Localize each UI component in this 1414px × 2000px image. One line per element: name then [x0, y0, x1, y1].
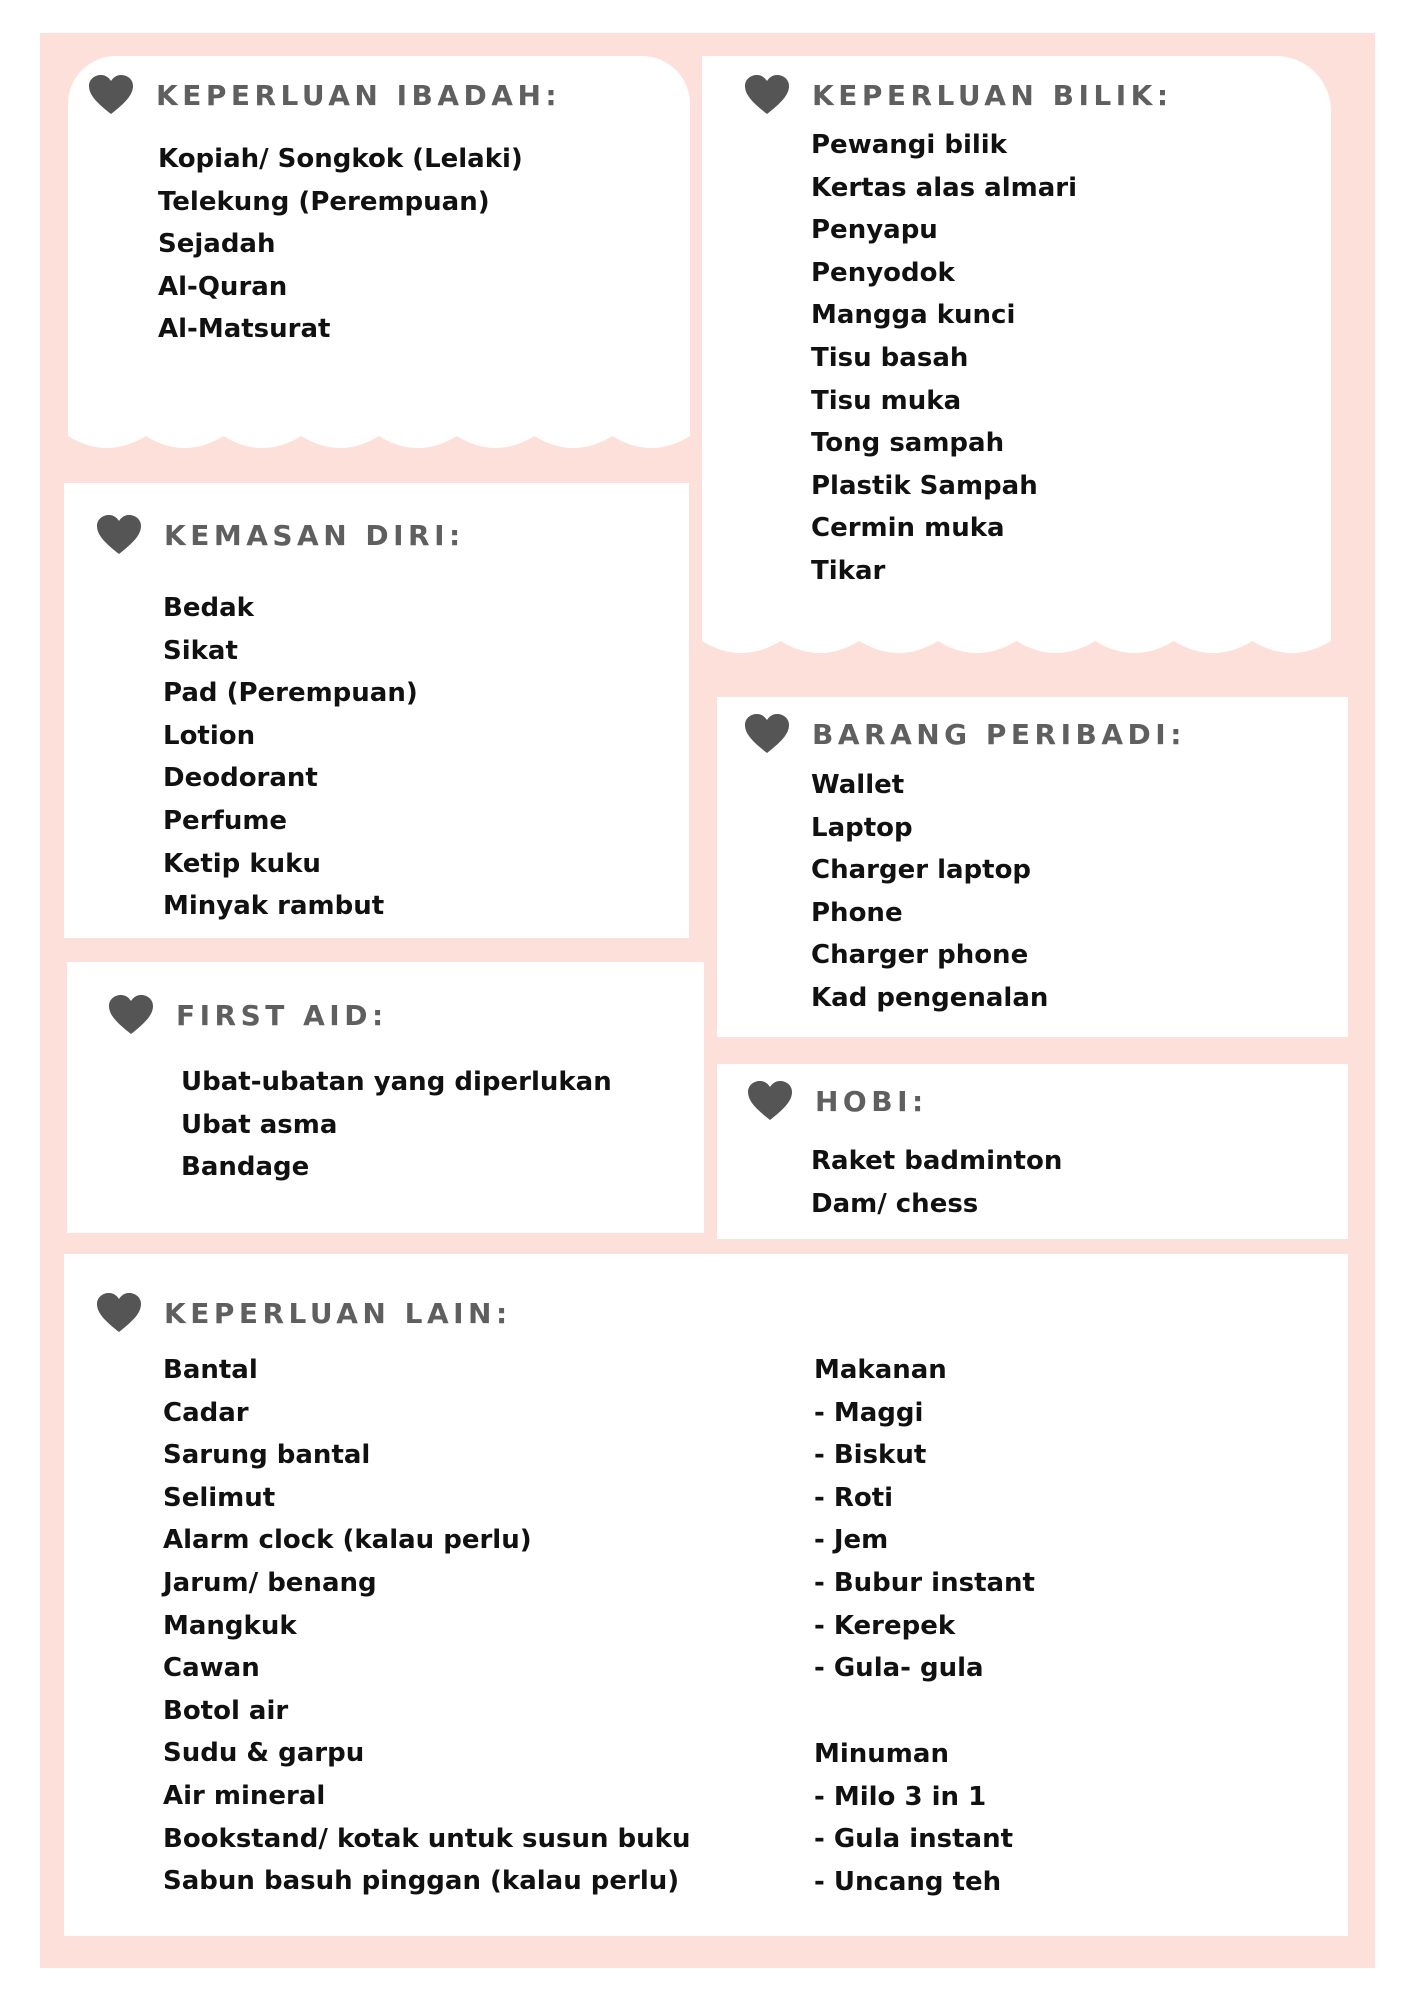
- list-item: - Jem: [814, 1525, 889, 1556]
- list-item: Bantal: [163, 1355, 258, 1385]
- list-item: - Bubur instant: [814, 1567, 1035, 1598]
- list-keperluan-ibadah: [158, 138, 523, 351]
- list-item: Jarum/ benang: [163, 1567, 377, 1598]
- section-title: FIRST AID:: [176, 998, 388, 1032]
- list-keperluan-bilik: [811, 124, 1077, 593]
- list-item: Ubat-ubatan yang diperlukan: [181, 1067, 612, 1097]
- list-item: - Biskut: [814, 1440, 927, 1471]
- section-title: KEPERLUAN LAIN:: [164, 1296, 512, 1330]
- list-item: - Uncang teh: [814, 1866, 1002, 1897]
- heart-icon: [745, 75, 789, 115]
- list-item: - Gula instant: [814, 1824, 1014, 1855]
- list-item: Tisu basah: [811, 342, 969, 373]
- list-item: Makanan: [814, 1355, 947, 1385]
- list-item: Penyapu: [811, 215, 938, 246]
- list-makanan: [814, 1349, 1035, 1690]
- list-item: Phone: [811, 897, 903, 928]
- list-keperluan-lain: [163, 1349, 690, 1903]
- heart-icon: [109, 995, 153, 1035]
- heading-keperluan-bilik: [745, 75, 1173, 115]
- list-item: Sabun basuh pinggan (kalau perlu): [163, 1866, 680, 1897]
- list-item: Raket badminton: [811, 1146, 1063, 1176]
- list-item: Kertas alas almari: [811, 172, 1078, 203]
- list-item: Minuman: [814, 1739, 949, 1769]
- list-item: Sejadah: [158, 229, 276, 260]
- list-item: Tisu muka: [811, 385, 962, 416]
- list-item: Bedak: [163, 593, 254, 623]
- heading-first-aid: [109, 995, 388, 1035]
- list-item: Pewangi bilik: [811, 130, 1007, 160]
- heart-icon: [745, 714, 789, 754]
- list-item: Kopiah/ Songkok (Lelaki): [158, 144, 523, 174]
- list-item: Kad pengenalan: [811, 982, 1049, 1013]
- list-item: Bandage: [181, 1152, 310, 1183]
- section-title: KEPERLUAN BILIK:: [812, 78, 1173, 112]
- list-item: Botol air: [163, 1695, 289, 1726]
- list-item: Charger laptop: [811, 855, 1032, 886]
- list-first-aid: [181, 1061, 612, 1189]
- list-item: Sudu & garpu: [163, 1738, 365, 1769]
- list-barang-peribadi: [811, 764, 1048, 1020]
- list-item: Lotion: [163, 720, 256, 751]
- heart-icon: [97, 1293, 141, 1333]
- list-item: - Gula- gula: [814, 1653, 984, 1684]
- list-item: Telekung (Perempuan): [158, 186, 490, 217]
- list-item: Tong sampah: [811, 428, 1005, 459]
- list-item: Minyak rambut: [163, 891, 385, 922]
- list-item: Sikat: [163, 635, 238, 666]
- heading-barang-peribadi: [745, 714, 1186, 754]
- scallop-border: [68, 412, 690, 460]
- section-title: KEMASAN DIRI:: [164, 518, 465, 552]
- list-minuman: [814, 1733, 1013, 1903]
- section-title: KEPERLUAN IBADAH:: [156, 78, 562, 112]
- list-item: - Roti: [814, 1482, 894, 1513]
- list-item: - Milo 3 in 1: [814, 1781, 987, 1812]
- list-item: Pad (Perempuan): [163, 678, 418, 709]
- heading-hobi: [748, 1081, 928, 1121]
- heading-kemasan-diri: [97, 515, 465, 555]
- list-item: Wallet: [811, 770, 905, 800]
- list-item: Cawan: [163, 1653, 260, 1684]
- heart-icon: [97, 515, 141, 555]
- list-item: Air mineral: [163, 1780, 326, 1811]
- list-item: Cadar: [163, 1397, 249, 1428]
- scallop-border: [702, 617, 1331, 665]
- list-item: - Kerepek: [814, 1610, 956, 1641]
- list-item: Tikar: [811, 555, 886, 586]
- list-item: Perfume: [163, 805, 288, 836]
- list-item: - Maggi: [814, 1397, 924, 1428]
- list-item: Sarung bantal: [163, 1440, 371, 1471]
- list-item: Al-Matsurat: [158, 314, 331, 345]
- heart-icon: [89, 75, 133, 115]
- list-item: Selimut: [163, 1482, 276, 1513]
- list-item: Mangga kunci: [811, 300, 1016, 331]
- heading-keperluan-lain: [97, 1293, 512, 1333]
- heading-keperluan-ibadah: [89, 75, 561, 115]
- list-item: Plastik Sampah: [811, 470, 1038, 501]
- list-hobi: [811, 1140, 1062, 1225]
- list-item: Penyodok: [811, 257, 955, 288]
- section-title: BARANG PERIBADI:: [812, 717, 1186, 751]
- list-item: Dam/ chess: [811, 1188, 979, 1219]
- list-item: Ketip kuku: [163, 848, 321, 879]
- list-item: Cermin muka: [811, 513, 1005, 544]
- list-item: Charger phone: [811, 940, 1029, 971]
- list-item: Ubat asma: [181, 1109, 338, 1140]
- list-item: Laptop: [811, 812, 913, 843]
- list-item: Deodorant: [163, 763, 318, 794]
- list-kemasan-diri: [163, 587, 418, 928]
- section-title: HOBI:: [815, 1084, 928, 1118]
- heart-icon: [748, 1081, 792, 1121]
- list-item: Mangkuk: [163, 1610, 297, 1641]
- list-item: Al-Quran: [158, 271, 288, 302]
- list-item: Bookstand/ kotak untuk susun buku: [163, 1823, 691, 1854]
- list-item: Alarm clock (kalau perlu): [163, 1525, 532, 1556]
